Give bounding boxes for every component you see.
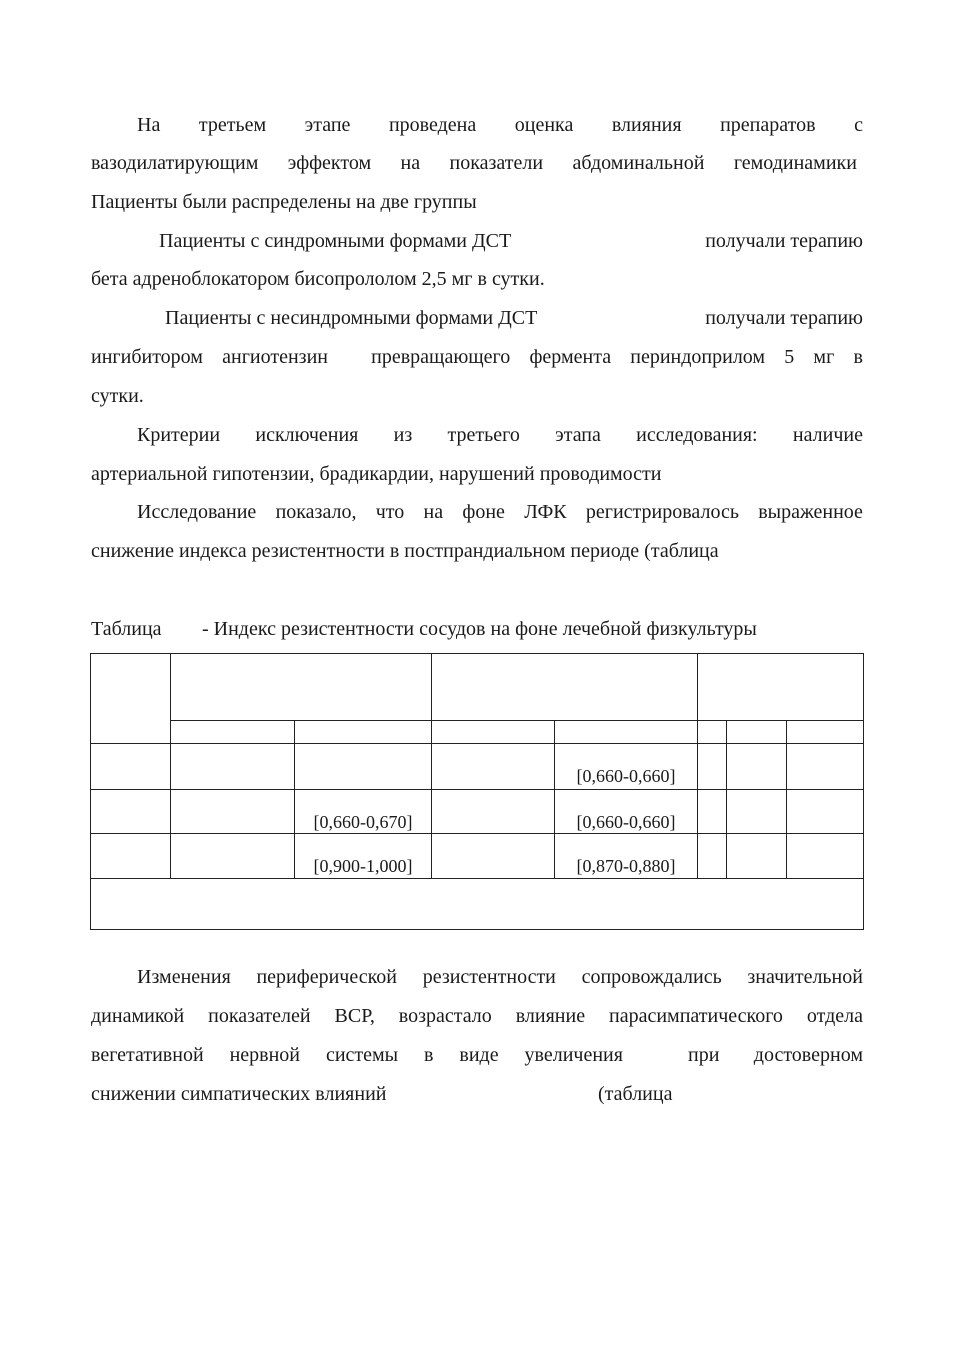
- word: резистентности: [422, 966, 556, 988]
- p3-line2: [91, 344, 863, 370]
- table-hline: [91, 833, 863, 834]
- word: что: [375, 501, 405, 523]
- table-cell: [0,660-0,670]: [313, 812, 413, 832]
- word: исключения: [255, 424, 359, 446]
- word: эффектом: [287, 152, 372, 174]
- word: фоне: [462, 501, 505, 523]
- word: Изменения: [137, 966, 231, 988]
- word: Критерии: [137, 424, 221, 446]
- word: достоверном: [753, 1044, 863, 1066]
- word: с: [854, 114, 863, 136]
- word: показатели: [449, 152, 544, 174]
- word: гемодинамики: [733, 152, 857, 174]
- table-hline: [91, 789, 863, 790]
- word: оценка: [514, 114, 574, 136]
- p6-line4-left: снижении симпатических влияний: [91, 1083, 387, 1105]
- word: наличие: [792, 424, 863, 446]
- word: ЛФК: [524, 501, 567, 523]
- word: показателей: [208, 1005, 311, 1027]
- word: периндоприлом: [630, 346, 766, 368]
- word: На: [137, 114, 161, 136]
- word: в: [853, 346, 863, 368]
- table-cell: [0,660-0,660]: [576, 812, 676, 832]
- p2-line1-right: получали терапию: [705, 230, 863, 252]
- word: препаратов: [720, 114, 816, 136]
- word: ингибитором: [91, 346, 203, 368]
- p6-line3-right: [688, 1042, 863, 1068]
- resistance-index-table: [90, 653, 864, 930]
- p6-line3-left: [91, 1042, 623, 1068]
- word: превращающего: [371, 346, 511, 368]
- table-caption-label: Таблица: [91, 618, 162, 640]
- word: ВСР,: [334, 1005, 375, 1027]
- word: на: [400, 152, 421, 174]
- table-hline: [91, 743, 863, 744]
- word: регистрировалось: [585, 501, 739, 523]
- word: значительной: [747, 966, 863, 988]
- word: увеличения: [524, 1044, 623, 1066]
- p6-line4-right: (таблица: [598, 1083, 673, 1105]
- p5-line2: снижение индекса резистентности в постпрандиальном периоде (таблица: [91, 540, 719, 562]
- word: вегетативной: [91, 1044, 204, 1066]
- word: отдела: [806, 1005, 863, 1027]
- word: третьего: [447, 424, 520, 446]
- word: влияния: [611, 114, 682, 136]
- table-vline: [697, 654, 698, 878]
- p3-line1-left: Пациенты с несиндромными формами ДСТ: [165, 307, 538, 329]
- table-caption-title: - Индекс резистентности сосудов на фоне лечебной физкультуры: [202, 618, 757, 640]
- p1-line1: [137, 112, 863, 138]
- word: ангиотензин: [222, 346, 328, 368]
- p4-line1: [137, 422, 863, 448]
- table-vline: [431, 654, 432, 878]
- p5-line1: [137, 499, 863, 525]
- word: сопровождались: [581, 966, 722, 988]
- word: проведена: [388, 114, 477, 136]
- word: Исследование: [137, 501, 257, 523]
- p2-line1-left: Пациенты с синдромными формами ДСТ: [159, 230, 512, 252]
- word: системы: [325, 1044, 399, 1066]
- word: вазодилатирующим: [91, 152, 259, 174]
- word: на: [423, 501, 444, 523]
- word: третьем: [198, 114, 267, 136]
- p1-line3: Пациенты были распределены на две группы: [91, 191, 477, 213]
- word: 5: [784, 346, 795, 368]
- table-vline: [170, 654, 171, 878]
- word: периферической: [256, 966, 398, 988]
- p3-line3: сутки.: [91, 385, 144, 407]
- word: из: [393, 424, 413, 446]
- word: абдоминальной: [572, 152, 705, 174]
- table-cell: [0,900-1,000]: [313, 856, 413, 876]
- p4-line2: артериальной гипотензии, брадикардии, нарушений проводимости: [91, 463, 662, 485]
- word: при: [688, 1044, 720, 1066]
- table-vline: [786, 720, 787, 878]
- word: возрастало: [398, 1005, 492, 1027]
- p1-line2: [91, 150, 857, 176]
- table-vline: [726, 720, 727, 878]
- p6-line1: [137, 964, 863, 990]
- word: этапе: [304, 114, 351, 136]
- table-hline: [170, 720, 863, 721]
- word: динамикой: [91, 1005, 185, 1027]
- word: выраженное: [758, 501, 863, 523]
- table-cell: [0,660-0,660]: [576, 766, 676, 786]
- p3-line1-right: получали терапию: [705, 307, 863, 329]
- word: влияние: [515, 1005, 586, 1027]
- p6-line2: [91, 1003, 863, 1029]
- word: виде: [459, 1044, 499, 1066]
- p2-line2: бета адреноблокатором бисопрололом 2,5 мг в сутки.: [91, 268, 545, 290]
- table-cell: [0,870-0,880]: [576, 856, 676, 876]
- word: показало,: [275, 501, 357, 523]
- word: этапа: [555, 424, 601, 446]
- word: парасимпатического: [609, 1005, 783, 1027]
- table-hline: [91, 878, 863, 879]
- word: фермента: [529, 346, 612, 368]
- word: исследования:: [636, 424, 758, 446]
- word: в: [424, 1044, 434, 1066]
- word: нервной: [229, 1044, 301, 1066]
- word: мг: [813, 346, 835, 368]
